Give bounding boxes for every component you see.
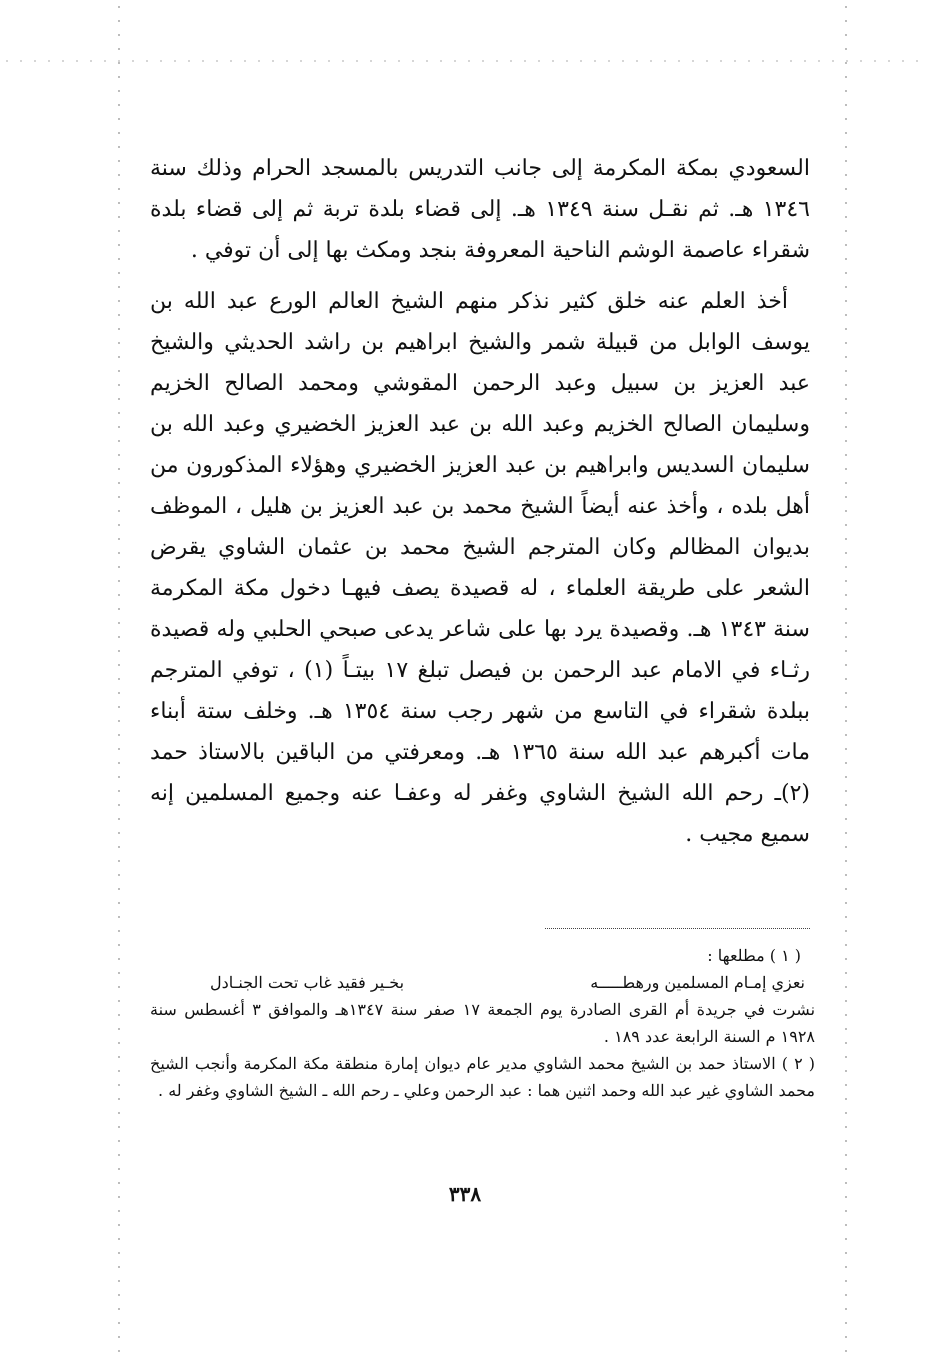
text-line: وسليمان الصالح الخزيم وعبد الله بن عبد العزيز الخضيري وعبد الله بن — [150, 412, 810, 437]
footnotes — [150, 942, 815, 1104]
text-line: مات أكبرهم عبد الله سنة ١٣٦٥ هـ. ومعرفتي من الباقين بالاستاذ — [198, 740, 810, 765]
scan-dotted-border-top — [0, 60, 930, 62]
text-line: أخذ العلم عنه خلق كثير نذكر منهم الشيخ العالم الورع عبد الله بن — [150, 289, 788, 314]
text-line: إنه سميع مجيب . — [150, 781, 810, 847]
footnote-line: الشاوي وغفر له . — [158, 1081, 274, 1100]
verse-first-hemistich: نعزي إمـام المسلمين ورهطـــــه — [590, 973, 805, 992]
text-line: رثـاء في الامام عبد الرحمن بن فيصل تبلغ ١٧ بيتـاً (١) ، توفي المترجم — [150, 658, 810, 683]
text-line: ببلدة شقراء في التاسع من شهر رجب سنة ١٣٥٤ هـ. وخلف ستة أبناء — [150, 699, 810, 724]
text-line: السعودي بمكة المكرمة إلى جانب التدريس بالمسجد الحرام وذلك سنة — [150, 156, 810, 181]
scan-dotted-border-left — [118, 0, 120, 1355]
footnote-1-heading: ( ١ ) مطلعها : — [707, 946, 801, 965]
footnote-separator — [545, 928, 810, 929]
footnote-line: سنة ١٩٢٨ م السنة الرابعة عدد ١٨٩ . — [150, 1000, 815, 1046]
text-line: من أهل بلده ، وأخذ عنه أيضاً الشيخ محمد بن عبد العزيز بن هليل ، — [150, 453, 811, 519]
text-line: سنة ١٣٤٣ هـ. وقصيدة يرد بها على شاعر يدعى صبحي الحلبي وله قصيدة — [150, 617, 810, 642]
text-line: ١٣٤٦ هـ. ثم نقـل سنة ١٣٤٩ هـ. إلى قضاء بلدة تربة ثم إلى قضاء بلدة — [150, 197, 810, 222]
footnote-line: الشيخ محمد الشاوي غير عبد الله وحمد اثنين هما : عبد الرحمن وعلي ـ رحم الله ـ الشيخ — [150, 1054, 815, 1100]
text-line: الموظف بديوان المظالم وكان المترجم الشيخ محمد بن عثمان الشاوي يقرض — [150, 494, 810, 560]
footnote-2-text — [150, 1050, 815, 1104]
text-line: يوسف الوابل من قبيلة شمر والشيخ ابراهيم بن راشد الحديثي والشيخ — [150, 330, 811, 355]
text-line: شقراء عاصمة الوشم الناحية المعروفة بنجد ومكث بها إلى أن توفي . — [190, 238, 810, 263]
footnote-1-text — [150, 996, 815, 1050]
text-line: حمد (٢)ـ رحم الله الشيخ الشاوي وغفر له وعفـا عنه وجميع المسلمين — [150, 740, 810, 806]
verse-second-hemistich: بخـير فقيد غاب تحت الجنـادل — [210, 973, 405, 992]
text-line: عبد العزيز بن سبيل وعبد الرحمن المقوشي ومحمد الصالح الخزيم — [150, 371, 810, 396]
text-line: الشعر على طريقة العلماء ، له قصيدة يصف فيهـا دخول مكة المكرمة — [150, 576, 810, 601]
footnote-line: نشرت في جريدة أم القرى الصادرة يوم الجمعة ١٧ صفر سنة ١٣٤٧هـ والموافق ٣ أغسطس — [184, 1000, 816, 1019]
scan-dotted-border-right — [845, 0, 847, 1355]
main-text — [150, 148, 810, 855]
page-number: ٣٣٨ — [448, 1182, 482, 1206]
paragraph-1 — [150, 148, 810, 271]
text-line: سليمان السديس وابراهيم بن عبد العزيز الخضيري وهؤلاء المذكورون — [186, 453, 810, 478]
footnote-1-verse — [150, 969, 815, 996]
paragraph-2 — [150, 281, 810, 855]
footnote-line: ( ٢ ) الاستاذ حمد بن الشيخ محمد الشاوي مدير عام ديوان إمارة منطقة مكة المكرمة وأنجب — [194, 1054, 815, 1073]
